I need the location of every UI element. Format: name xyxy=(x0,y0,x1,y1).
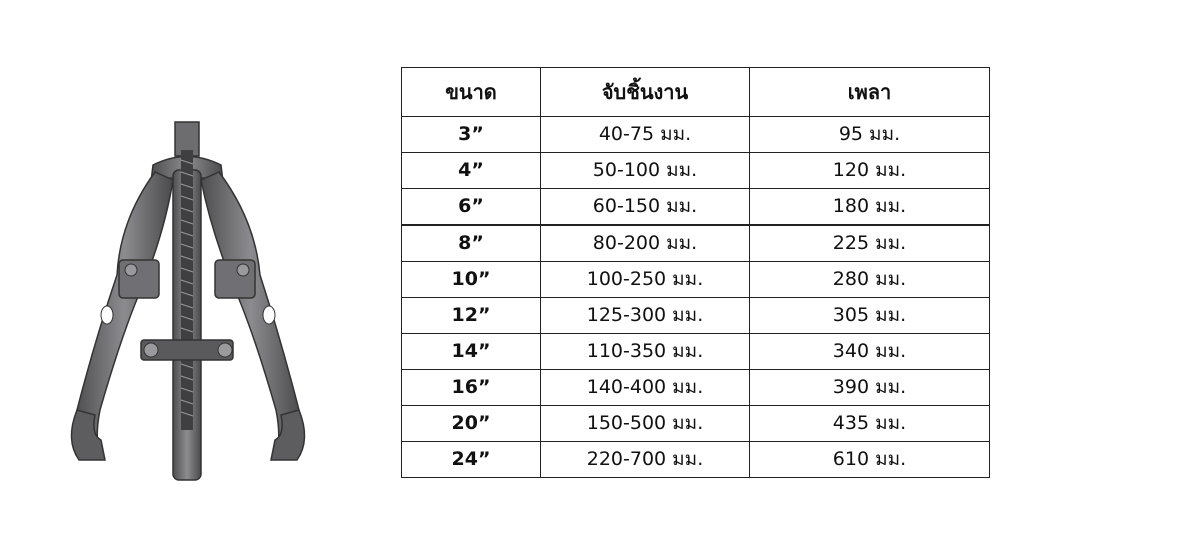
grip-cell: 140-400 มม. xyxy=(541,370,750,406)
grip-cell: 150-500 มม. xyxy=(541,406,750,442)
grip-cell: 60-150 มม. xyxy=(541,189,750,226)
shaft-cell: 280 มม. xyxy=(750,262,990,298)
table-row xyxy=(402,153,990,189)
size-cell: 3” xyxy=(402,117,541,153)
size-cell: 20” xyxy=(402,406,541,442)
size-cell: 16” xyxy=(402,370,541,406)
table-row xyxy=(402,189,990,226)
shaft-cell: 225 มม. xyxy=(750,225,990,262)
header-shaft: เพลา xyxy=(750,68,990,117)
grip-cell: 125-300 มม. xyxy=(541,298,750,334)
shaft-cell: 180 มม. xyxy=(750,189,990,226)
table-row xyxy=(402,370,990,406)
header-size: ขนาด xyxy=(402,68,541,117)
shaft-cell: 390 มม. xyxy=(750,370,990,406)
shaft-cell: 610 มม. xyxy=(750,442,990,478)
shaft-cell: 435 มม. xyxy=(750,406,990,442)
size-cell: 8” xyxy=(402,225,541,262)
table-row xyxy=(402,334,990,370)
spec-table xyxy=(401,67,990,478)
grip-cell: 40-75 มม. xyxy=(541,117,750,153)
table-row xyxy=(402,406,990,442)
gear-puller-icon xyxy=(55,110,325,490)
table-row xyxy=(402,117,990,153)
shaft-cell: 305 มม. xyxy=(750,298,990,334)
grip-cell: 80-200 มม. xyxy=(541,225,750,262)
grip-cell: 100-250 มม. xyxy=(541,262,750,298)
shaft-cell: 340 มม. xyxy=(750,334,990,370)
shaft-cell: 95 มม. xyxy=(750,117,990,153)
size-cell: 6” xyxy=(402,189,541,226)
table-header-row xyxy=(402,68,990,117)
table-row xyxy=(402,225,990,262)
table-row xyxy=(402,298,990,334)
size-cell: 4” xyxy=(402,153,541,189)
grip-cell: 110-350 มม. xyxy=(541,334,750,370)
size-cell: 24” xyxy=(402,442,541,478)
size-cell: 10” xyxy=(402,262,541,298)
size-cell: 12” xyxy=(402,298,541,334)
size-cell: 14” xyxy=(402,334,541,370)
grip-cell: 220-700 มม. xyxy=(541,442,750,478)
shaft-cell: 120 มม. xyxy=(750,153,990,189)
header-grip: จับชิ้นงาน xyxy=(541,68,750,117)
table-row xyxy=(402,262,990,298)
grip-cell: 50-100 มม. xyxy=(541,153,750,189)
table-row xyxy=(402,442,990,478)
